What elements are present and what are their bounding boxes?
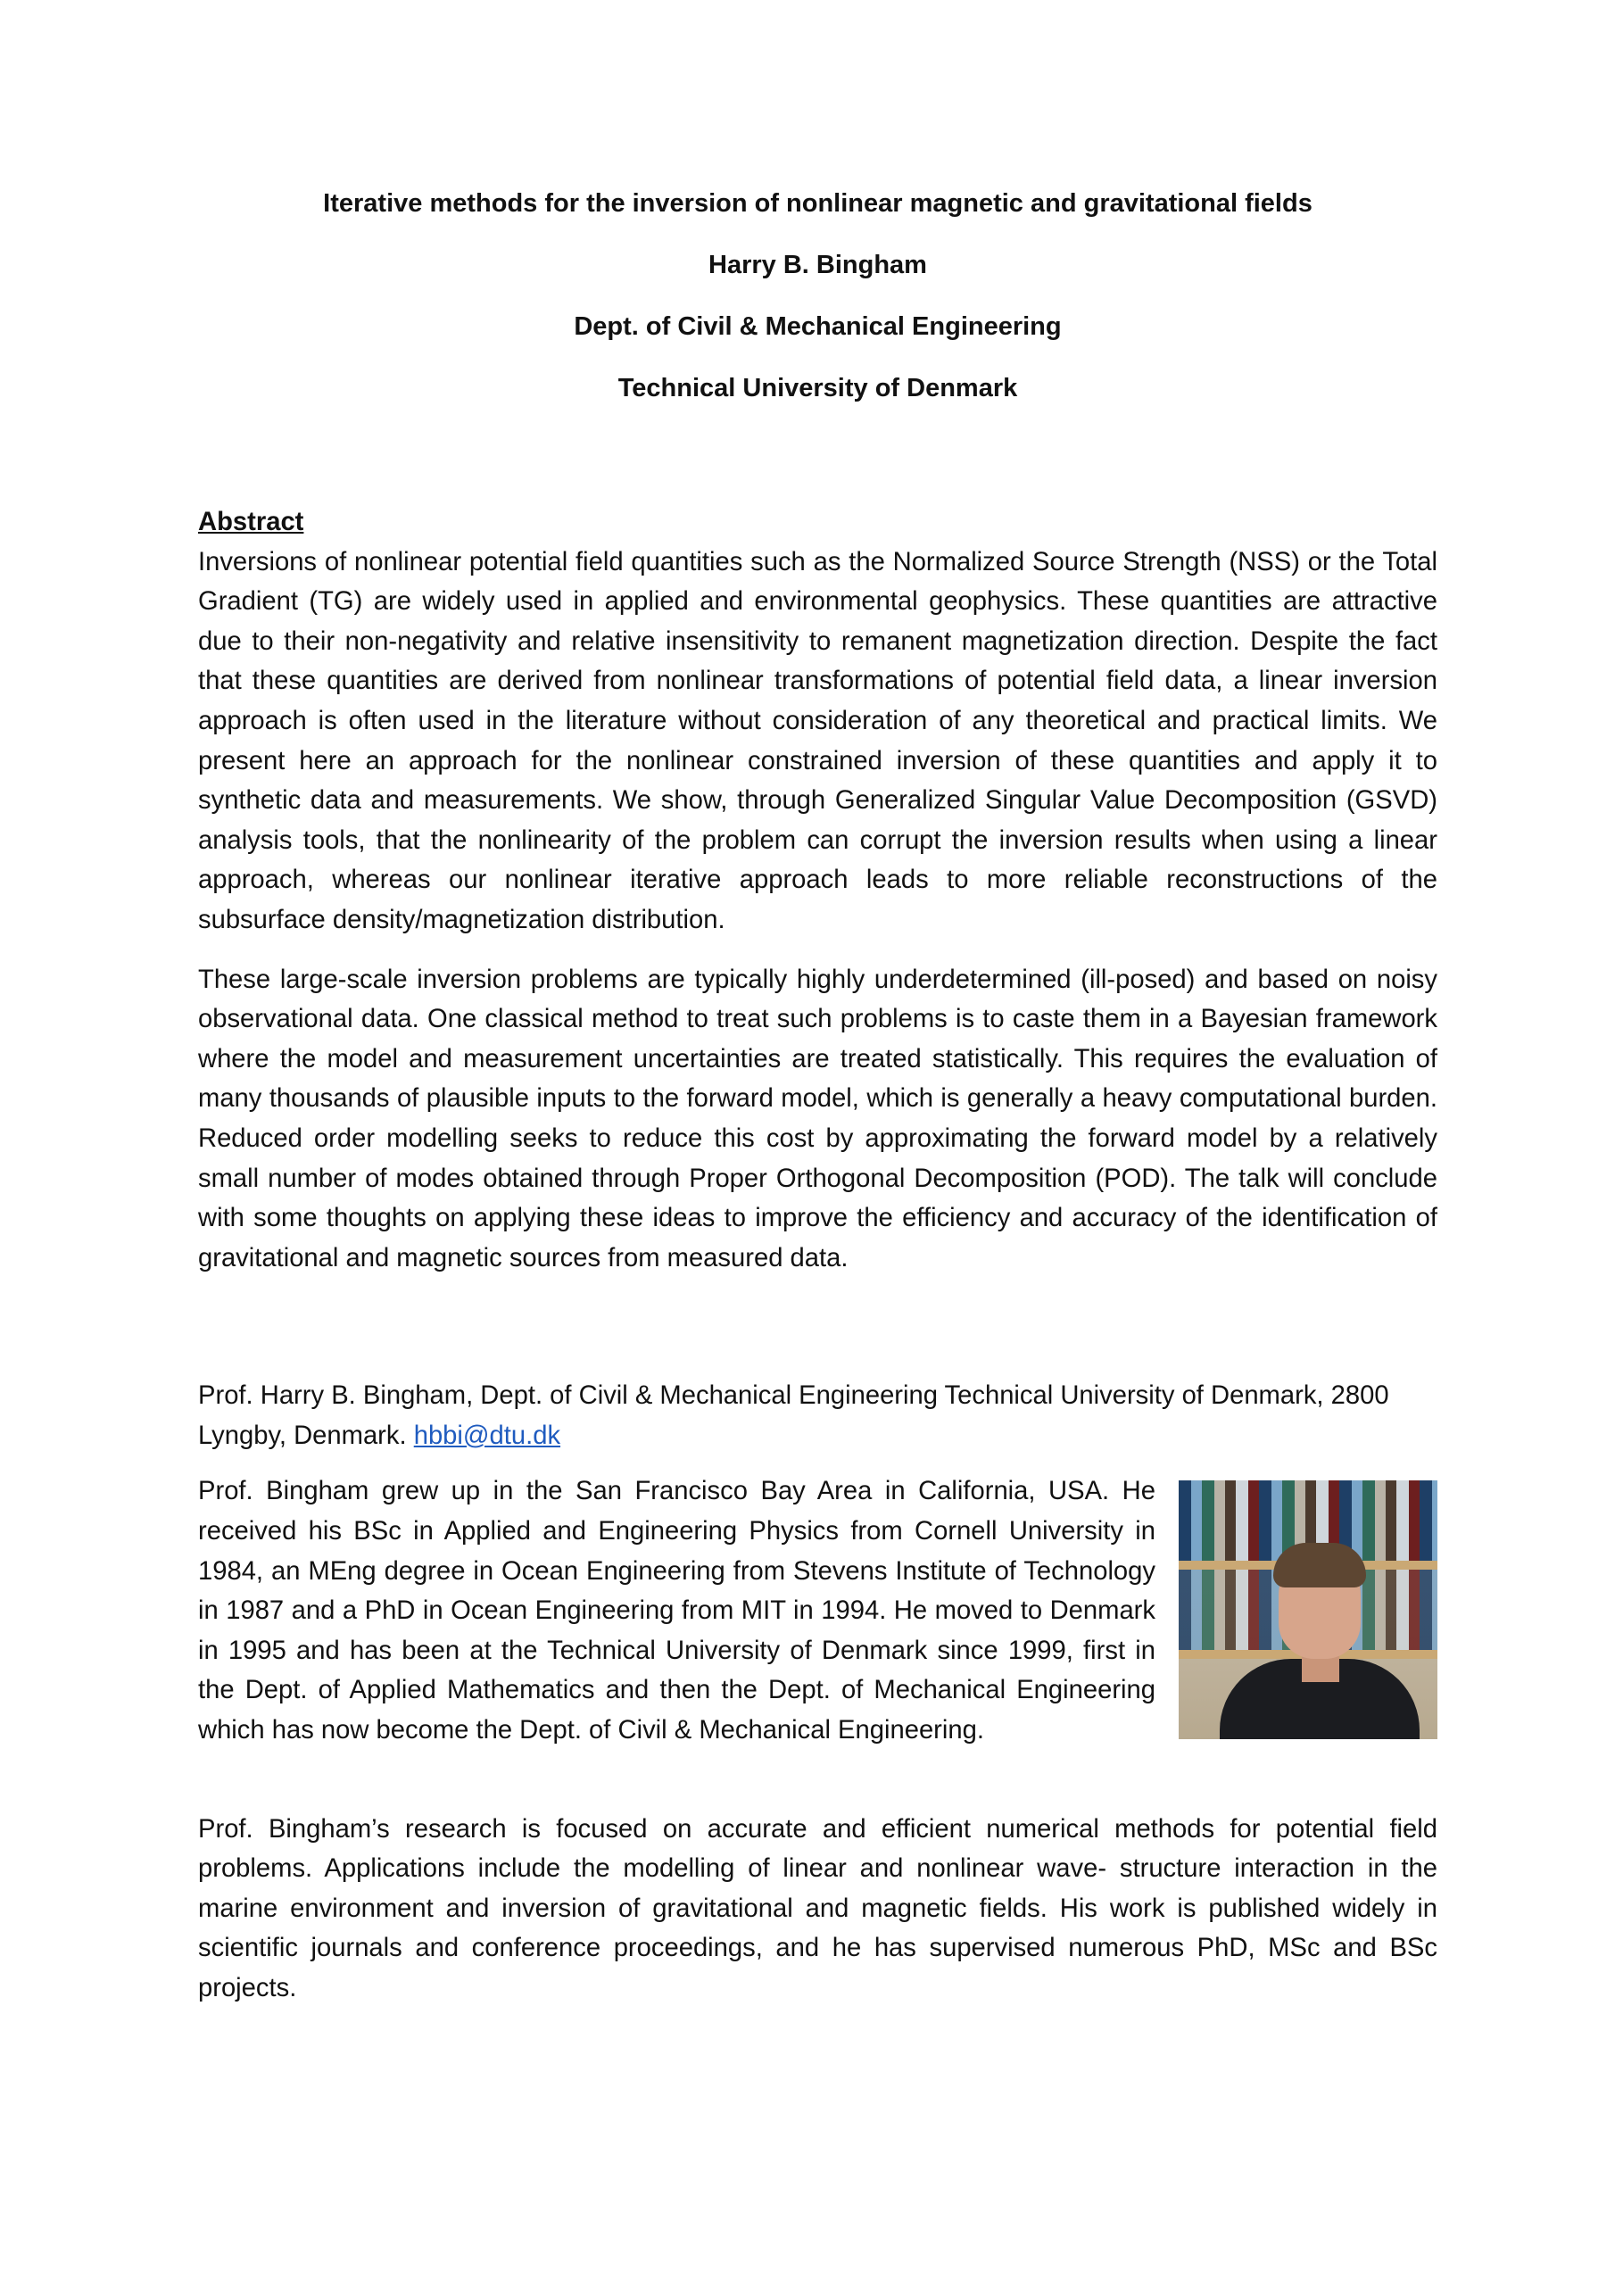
section-spacer	[198, 1297, 1437, 1376]
department-name: Dept. of Civil & Mechanical Engineering	[574, 312, 1062, 341]
document-body	[198, 502, 1437, 2028]
document-header	[198, 186, 1437, 432]
abstract-heading: Abstract	[198, 508, 304, 536]
email-link[interactable]: hbbi@dtu.dk	[413, 1421, 561, 1450]
section-spacer	[198, 1770, 1437, 1810]
document-title: Iterative methods for the inversion of nonlinear magnetic and gravitational fields	[323, 189, 1312, 218]
abstract-paragraph-1: Inversions of nonlinear potential field quantities such as the Normalized Source Strength (NSS) or the Total Gradient (TG) are widely used in applied and environmental geophysics. These quantities are attractive due to their non-negativity and relative insensitivity to remanent magnetization direction. Despite the fact that these quantities are derived from nonlinear transformations of potential field data, a linear inversion approach is often used in the literature without consideration of any theoretical and practical limits. We present here an approach for the nonlinear constrained inversion of these quantities and apply it to synthetic data and measurements. We show, through Generalized Singular Value Decomposition (GSVD) analysis tools, that the nonlinearity of the problem can corrupt the inversion results when using a linear approach, whereas our nonlinear iterative approach leads to more reliable reconstructions of the subsurface density/magnetization distribution.	[198, 547, 1437, 934]
author-name: Harry B. Bingham	[708, 251, 927, 279]
bio-paragraph-2: Prof. Bingham’s research is focused on accurate and efficient numerical methods for potential field problems. Applications include the modelling of linear and nonlinear wave- structure interaction in the marine environment and inversion of gravitational and magnetic fields. His work is published widely in scientific journals and conference proceedings, and he has supervised numerous PhD, MSc and BSc projects.	[198, 1814, 1437, 2002]
contact-text: Prof. Harry B. Bingham, Dept. of Civil & Mechanical Engineering Technical University of Denmark, 2800 Lyngby, Denmark.	[198, 1381, 1389, 1450]
bio-paragraph-1: Prof. Bingham grew up in the San Francisco Bay Area in California, USA. He received his BSc in Applied and Engineering Physics from Cornell University in 1984, an MEng degree in Ocean Engineering from Stevens Institute of Technology in 1987 and a PhD in Ocean Engineering from MIT in 1994. He moved to Denmark in 1995 and has been at the Technical University of Denmark since 1999, first in the Dept. of Applied Mathematics and then the Dept. of Mechanical Engineering which has now become the Dept. of Civil & Mechanical Engineering.	[198, 1477, 1155, 1745]
portrait-hair	[1273, 1543, 1366, 1587]
abstract-paragraph-2: These large-scale inversion problems are typically highly underdetermined (ill-posed) and based on noisy observational data. One classical method to treat such problems is to caste them in a Bayesian framework where the model and measurement uncertainties are treated statistically. This requires the evaluation of many thousands of plausible inputs to the forward model, which is generally a heavy computational burden. Reduced order modelling seeks to reduce this cost by approximating the forward model by a relatively small number of modes obtained through Proper Orthogonal Decomposition (POD). The talk will conclude with some thoughts on applying these ideas to improve the efficiency and accuracy of the identification of gravitational and magnetic sources from measured data.	[198, 965, 1437, 1272]
bio-section	[198, 1471, 1437, 1750]
contact-info	[198, 1376, 1437, 1455]
author-photo	[1179, 1480, 1437, 1739]
institution-name: Technical University of Denmark	[617, 374, 1018, 402]
